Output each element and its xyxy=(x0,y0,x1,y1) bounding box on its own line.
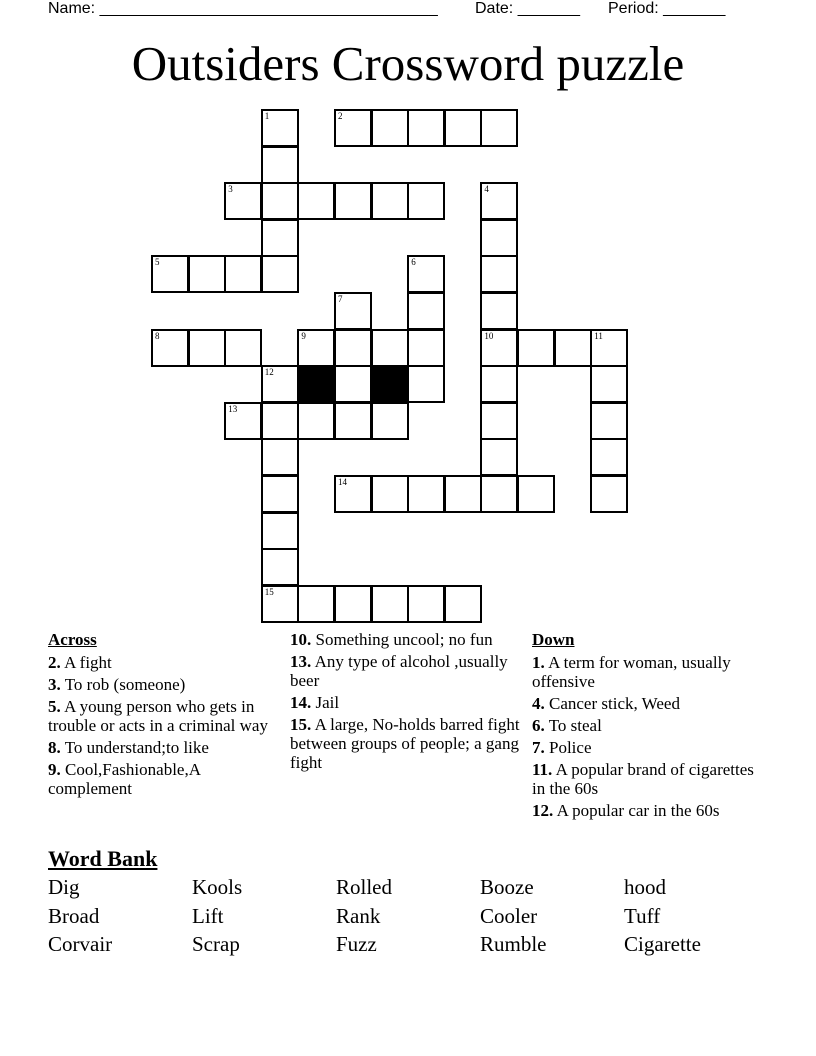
clue-number: 14 xyxy=(338,477,347,487)
word-bank-word: Kools xyxy=(192,875,243,899)
answer-cell[interactable] xyxy=(261,402,299,440)
clue-down-7: 7. Police xyxy=(532,738,592,757)
answer-cell[interactable] xyxy=(407,109,445,147)
clue-down-11: 11. A popular brand of cigarettes in the 60s xyxy=(532,760,754,798)
answer-cell[interactable] xyxy=(407,365,445,403)
answer-cell[interactable] xyxy=(261,146,299,184)
clue-number: 11 xyxy=(594,330,603,341)
answer-cell[interactable] xyxy=(334,182,372,220)
clue-number: 9 xyxy=(301,330,306,341)
answer-cell[interactable] xyxy=(261,585,299,623)
word-bank-word: Dig xyxy=(48,875,80,899)
answer-cell[interactable] xyxy=(151,329,189,367)
clue-across-15: 15. A large, No-holds barred fight between groups of people; a gang fight xyxy=(290,715,520,772)
answer-cell[interactable] xyxy=(407,182,445,220)
clue-across-2: 2. A fight xyxy=(48,653,112,672)
puzzle-title: Outsiders Crossword puzzle xyxy=(131,36,685,91)
answer-cell[interactable] xyxy=(554,329,592,367)
answer-cell[interactable] xyxy=(590,438,628,476)
answer-cell[interactable] xyxy=(224,402,262,440)
word-bank-word: Fuzz xyxy=(336,932,377,956)
answer-cell[interactable] xyxy=(371,475,409,513)
clue-number: 5 xyxy=(155,257,160,268)
answer-cell[interactable] xyxy=(444,109,482,147)
clue-number: 4 xyxy=(484,184,489,195)
answer-cell[interactable] xyxy=(261,365,299,403)
answer-cell[interactable] xyxy=(261,548,299,586)
word-bank-word: Booze xyxy=(480,875,534,899)
answer-cell[interactable] xyxy=(261,182,299,220)
clue-across-10: 10. Something uncool; no fun xyxy=(290,630,493,649)
clue-number: 10 xyxy=(484,330,494,341)
clue-down-1: 1. A term for woman, usually offensive xyxy=(532,653,731,691)
answer-cell[interactable] xyxy=(590,402,628,440)
word-bank xyxy=(48,874,768,960)
answer-cell[interactable] xyxy=(480,109,518,147)
clue-number: 15 xyxy=(264,586,274,597)
answer-cell[interactable] xyxy=(261,512,299,550)
answer-cell[interactable] xyxy=(407,475,445,513)
answer-cell[interactable] xyxy=(590,365,628,403)
answer-cell[interactable] xyxy=(480,182,518,220)
down-clues xyxy=(532,630,768,823)
black-cell xyxy=(297,365,335,403)
answer-cell[interactable] xyxy=(371,329,409,367)
clue-number: 7 xyxy=(338,294,343,304)
answer-cell[interactable] xyxy=(334,402,372,440)
answer-cell[interactable] xyxy=(261,219,299,257)
answer-cell[interactable] xyxy=(480,365,518,403)
answer-cell[interactable] xyxy=(188,329,226,367)
answer-cell[interactable] xyxy=(480,255,518,293)
answer-cell[interactable] xyxy=(261,438,299,476)
clue-across-3: 3. To rob (someone) xyxy=(48,675,186,694)
word-bank-word: Lift xyxy=(192,903,224,928)
clue-down-4: 4. Cancer stick, Weed xyxy=(532,694,680,713)
word-bank-word: Cigarette xyxy=(624,932,701,956)
across-heading: Across xyxy=(48,630,97,649)
word-bank-word: Scrap xyxy=(192,932,240,956)
answer-cell[interactable] xyxy=(334,109,372,147)
answer-cell[interactable] xyxy=(407,292,445,330)
answer-cell[interactable] xyxy=(590,475,628,513)
answer-cell[interactable] xyxy=(297,182,335,220)
answer-cell[interactable] xyxy=(407,585,445,623)
clue-across-14: 14. Jail xyxy=(290,693,340,712)
answer-cell[interactable] xyxy=(371,109,409,147)
answer-cell[interactable] xyxy=(224,329,262,367)
answer-cell[interactable] xyxy=(371,585,409,623)
answer-cell[interactable] xyxy=(371,182,409,220)
answer-cell[interactable] xyxy=(334,475,372,513)
down-heading: Down xyxy=(532,630,575,649)
answer-cell[interactable] xyxy=(334,585,372,623)
black-cell xyxy=(371,365,409,403)
date-field-label: Date: _______ xyxy=(475,0,580,17)
answer-cell[interactable] xyxy=(371,402,409,440)
answer-cell[interactable] xyxy=(444,475,482,513)
name-field-label: Name: ______________________________________ xyxy=(48,0,438,17)
clue-across-5: 5. A young person who gets in trouble or acts in a criminal way xyxy=(48,697,268,735)
answer-cell[interactable] xyxy=(590,329,628,367)
answer-cell[interactable] xyxy=(297,585,335,623)
answer-cell[interactable] xyxy=(334,329,372,367)
clue-number: 12 xyxy=(264,367,274,378)
word-bank-word: Tuff xyxy=(624,903,661,928)
answer-cell[interactable] xyxy=(480,329,518,367)
answer-cell[interactable] xyxy=(297,402,335,440)
word-bank-word: Corvair xyxy=(48,932,113,956)
answer-cell[interactable] xyxy=(261,475,299,513)
answer-cell[interactable] xyxy=(480,402,518,440)
clue-number: 8 xyxy=(155,330,160,341)
clue-number: 6 xyxy=(411,257,416,268)
answer-cell[interactable] xyxy=(480,475,518,513)
clue-across-9: 9. Cool,Fashionable,A complement xyxy=(48,760,201,798)
answer-cell[interactable] xyxy=(480,438,518,476)
answer-cell[interactable] xyxy=(480,292,518,330)
clue-number: 3 xyxy=(228,184,233,195)
word-bank-word: Rolled xyxy=(336,875,392,899)
answer-cell[interactable] xyxy=(224,255,262,293)
clue-down-12: 12. A popular car in the 60s xyxy=(532,801,720,820)
answer-cell[interactable] xyxy=(188,255,226,293)
answer-cell[interactable] xyxy=(224,182,262,220)
clue-across-13: 13. Any type of alcohol ,usually beer xyxy=(290,652,508,690)
across-clues xyxy=(48,630,280,801)
across-clues-continued xyxy=(290,630,520,775)
answer-cell[interactable] xyxy=(297,329,335,367)
clue-number: 13 xyxy=(228,403,238,414)
word-bank-title: Word Bank xyxy=(48,846,158,871)
answer-cell[interactable] xyxy=(407,255,445,293)
clue-down-6: 6. To steal xyxy=(532,716,602,735)
clue-number: 2 xyxy=(338,111,343,121)
word-bank-word: Rumble xyxy=(480,932,547,956)
word-bank-word: Broad xyxy=(48,903,100,928)
word-bank-word: hood xyxy=(624,875,666,899)
answer-cell[interactable] xyxy=(261,255,299,293)
period-field-label: Period: _______ xyxy=(608,0,726,17)
answer-cell[interactable] xyxy=(480,219,518,257)
word-bank-word: Cooler xyxy=(480,903,538,928)
answer-cell[interactable] xyxy=(261,109,299,147)
answer-cell[interactable] xyxy=(407,329,445,367)
answer-cell[interactable] xyxy=(444,585,482,623)
answer-cell[interactable] xyxy=(517,329,555,367)
answer-cell[interactable] xyxy=(334,292,372,330)
clue-across-8: 8. To understand;to like xyxy=(48,738,209,757)
answer-cell[interactable] xyxy=(334,365,372,403)
answer-cell[interactable] xyxy=(517,475,555,513)
answer-cell[interactable] xyxy=(151,255,189,293)
clue-number: 1 xyxy=(264,111,270,121)
word-bank-word: Rank xyxy=(336,903,381,928)
